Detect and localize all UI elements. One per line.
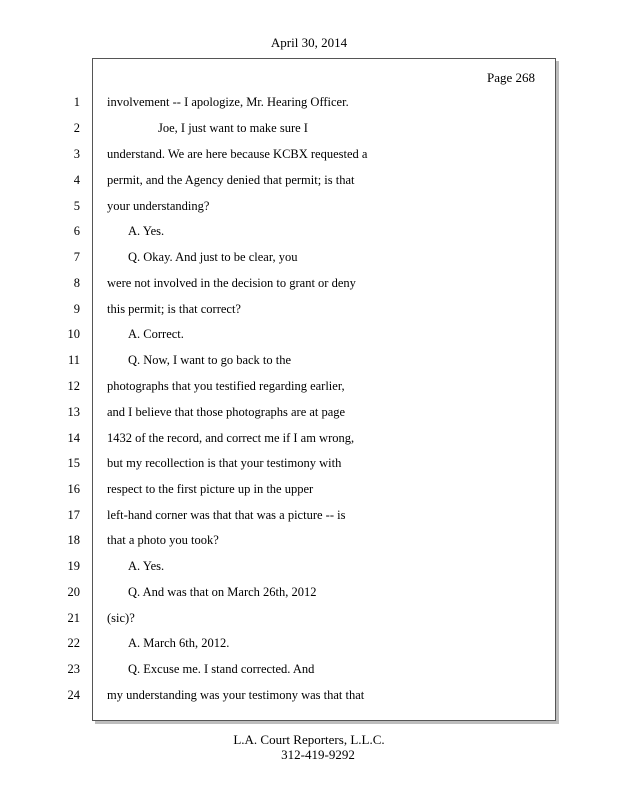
line-number: 13 <box>67 405 80 419</box>
transcript-line <box>0 453 618 473</box>
transcript-line <box>0 92 618 112</box>
line-text: that a photo you took? <box>107 533 219 547</box>
line-text: left-hand corner was that that was a picture -- is <box>107 508 346 522</box>
transcript-line <box>0 530 618 550</box>
line-text: A. Yes. <box>128 224 165 238</box>
line-number: 22 <box>67 636 80 650</box>
line-text: A. Yes. <box>128 559 165 573</box>
transcript-line <box>0 299 618 319</box>
line-number: 3 <box>73 147 80 161</box>
line-number: 17 <box>67 508 80 522</box>
line-number: 15 <box>67 456 80 470</box>
transcript-line <box>0 505 618 525</box>
transcript-line <box>0 633 618 653</box>
line-number: 2 <box>73 121 80 135</box>
line-text: permit, and the Agency denied that permit; is that <box>107 173 355 187</box>
line-number: 12 <box>67 379 80 393</box>
transcript-line <box>0 428 618 448</box>
line-number: 18 <box>67 533 80 547</box>
transcript-line <box>0 273 618 293</box>
transcript-line <box>0 170 618 190</box>
line-text: photographs that you testified regarding earlier, <box>107 379 345 393</box>
transcript-line <box>0 118 618 138</box>
court-reporter-phone: 312-419-9292 <box>281 747 355 762</box>
line-text: your understanding? <box>107 199 210 213</box>
line-number: 21 <box>67 611 80 625</box>
line-text: my understanding was your testimony was that that <box>107 688 365 702</box>
transcript-line <box>0 144 618 164</box>
court-reporter-company: L.A. Court Reporters, L.L.C. <box>233 732 385 747</box>
transcript-line <box>0 556 618 576</box>
line-number: 23 <box>67 662 80 676</box>
line-number: 16 <box>67 482 80 496</box>
transcript-line <box>0 196 618 216</box>
line-text: Joe, I just want to make sure I <box>158 121 308 135</box>
line-number: 9 <box>73 302 80 316</box>
line-number: 11 <box>67 353 80 367</box>
line-text: but my recollection is that your testimony with <box>107 456 342 470</box>
transcript-line <box>0 582 618 602</box>
line-text: and I believe that those photographs are at page <box>107 405 346 419</box>
line-number: 10 <box>67 327 80 341</box>
line-text: involvement -- I apologize, Mr. Hearing Officer. <box>107 95 349 109</box>
line-text: 1432 of the record, and correct me if I am wrong, <box>107 431 355 445</box>
line-number: 20 <box>67 585 80 599</box>
line-number: 1 <box>73 95 80 109</box>
line-number: 19 <box>67 559 80 573</box>
transcript-line <box>0 324 618 344</box>
line-text: (sic)? <box>107 611 135 625</box>
line-text: Q. Now, I want to go back to the <box>128 353 292 367</box>
line-text: understand. We are here because KCBX requested a <box>107 147 368 161</box>
line-text: this permit; is that correct? <box>107 302 241 316</box>
transcript-line <box>0 685 618 705</box>
line-text: A. March 6th, 2012. <box>128 636 230 650</box>
transcript-line <box>0 479 618 499</box>
line-number: 8 <box>73 276 80 290</box>
page-number: Page 268 <box>486 70 535 85</box>
header-date: April 30, 2014 <box>270 35 348 50</box>
transcript-line <box>0 350 618 370</box>
transcript-line <box>0 247 618 267</box>
transcript-line <box>0 402 618 422</box>
line-text: A. Correct. <box>128 327 184 341</box>
line-text: Q. Excuse me. I stand corrected. And <box>128 662 315 676</box>
line-text: Q. Okay. And just to be clear, you <box>128 250 298 264</box>
transcript-line <box>0 221 618 241</box>
transcript-line <box>0 608 618 628</box>
line-number: 4 <box>73 173 80 187</box>
transcript-line <box>0 659 618 679</box>
line-number: 14 <box>67 431 80 445</box>
line-text: respect to the first picture up in the upper <box>107 482 314 496</box>
line-number: 7 <box>73 250 80 264</box>
line-number: 5 <box>73 199 80 213</box>
line-text: Q. And was that on March 26th, 2012 <box>128 585 317 599</box>
line-number: 6 <box>73 224 80 238</box>
line-number: 24 <box>67 688 80 702</box>
line-text: were not involved in the decision to grant or deny <box>107 276 356 290</box>
transcript-line <box>0 376 618 396</box>
